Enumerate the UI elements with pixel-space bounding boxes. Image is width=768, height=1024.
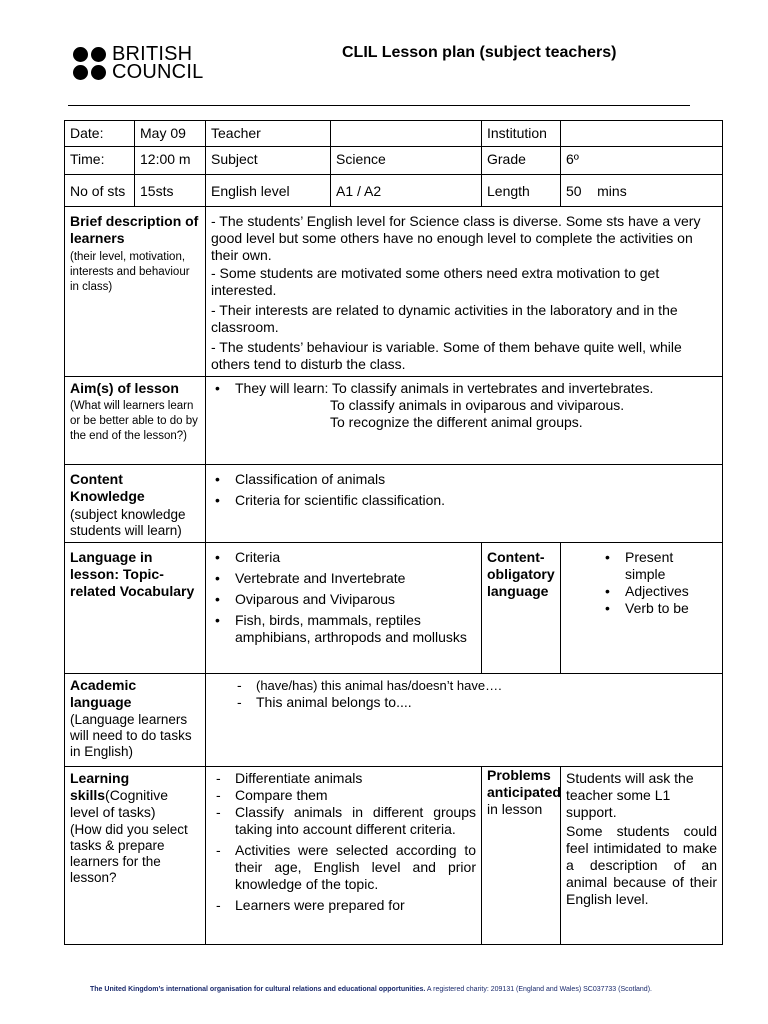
language-vocabulary: [206, 543, 482, 674]
table-row: [65, 207, 723, 377]
lesson-plan-table: [64, 120, 723, 945]
english-level-label: English level: [206, 175, 331, 207]
list-item: - Learners were prepared for: [211, 897, 476, 914]
list-item: • Classification of animals: [211, 471, 717, 488]
table-row: [65, 121, 723, 147]
institution-label: Institution: [482, 121, 561, 147]
table-row: [65, 175, 723, 207]
time-value: 12:00 m: [135, 147, 206, 175]
teacher-value: [331, 121, 482, 147]
english-level-value: A1 / A2: [331, 175, 482, 207]
list-item: • Criteria: [211, 549, 476, 566]
problems-text: Some students could feel intimidated to make a description of an animal because of their English level.: [566, 823, 717, 907]
institution-value: [561, 121, 723, 147]
problems-label: Problems anticipated: [487, 767, 561, 800]
sts-value: 15sts: [135, 175, 206, 207]
aims-sublabel: (What will learners learn or be better able to do by the end of the lesson?): [70, 400, 198, 442]
british-council-logo: [73, 43, 203, 83]
document-title: CLIL Lesson plan (subject teachers): [342, 44, 617, 61]
obligatory-items: [561, 543, 723, 674]
problems-label-rest: in lesson: [487, 801, 543, 817]
skills-label-cell: [65, 767, 206, 945]
academic-sublabel: (Language learners will need to do tasks in English): [70, 712, 192, 759]
table-row: [65, 543, 723, 674]
list-item: • Criteria for scientific classification.: [211, 492, 717, 509]
skills-items: [206, 767, 482, 945]
learners-line: - Some students are motivated some others need extra motivation to get interested.: [211, 265, 660, 298]
subject-value: Science: [331, 147, 482, 175]
learners-sublabel: (their level, motivation, interests and behaviour in class): [70, 251, 190, 293]
skills-label-rest: (Cognitive level of tasks): [70, 787, 169, 820]
list-item: • Present simple: [601, 549, 717, 583]
list-item: - Differentiate animals: [211, 770, 476, 787]
skills-sublabel: (How did you select tasks & prepare learners for the lesson?: [70, 822, 188, 885]
content-label-cell: [65, 465, 206, 543]
learners-label: Brief description of learners: [70, 213, 199, 246]
list-item: • Fish, birds, mammals, reptiles amphibians, arthropods and mollusks: [211, 612, 476, 646]
subject-label: Subject: [206, 147, 331, 175]
header-divider: [68, 105, 690, 106]
teacher-label: Teacher: [206, 121, 331, 147]
sts-label: No of sts: [65, 175, 135, 207]
academic-label: Academic language: [70, 677, 137, 710]
table-row: [65, 377, 723, 465]
content-items: [206, 465, 723, 543]
learners-description: [206, 207, 723, 377]
logo-wordmark: BRITISH COUNCIL: [112, 43, 204, 83]
length-value: 50 mins: [561, 175, 723, 207]
learners-label-cell: [65, 207, 206, 377]
list-item: - (have/has) this animal has/doesn’t have….: [232, 677, 717, 694]
list-item: - Classify animals in different groups taking into account different criteria.: [211, 804, 476, 838]
academic-label-cell: [65, 674, 206, 767]
time-label: Time:: [65, 147, 135, 175]
list-item: • Verb to be: [601, 600, 717, 617]
problems-content: [561, 767, 723, 945]
content-label: Content Knowledge: [70, 471, 145, 504]
problems-text: Students will ask the teacher some L1 support.: [566, 770, 694, 820]
obligatory-label: Content-obligatory language: [487, 549, 555, 599]
date-label: Date:: [65, 121, 135, 147]
list-item: • Vertebrate and Invertebrate: [211, 570, 476, 587]
table-row: [65, 147, 723, 175]
list-item: • Oviparous and Viviparous: [211, 591, 476, 608]
aims-content: [206, 377, 723, 465]
aims-label: Aim(s) of lesson: [70, 380, 179, 396]
aims-label-cell: [65, 377, 206, 465]
learners-line: - Their interests are related to dynamic activities in the laboratory and in the classroom.: [211, 302, 678, 335]
list-item: - Activities were selected according to their age, English level and prior knowledge of the topic.: [211, 842, 476, 893]
problems-label-cell: [482, 767, 561, 945]
date-value: May 09: [135, 121, 206, 147]
obligatory-label-cell: [482, 543, 561, 674]
academic-items: [206, 674, 723, 767]
grade-label: Grade: [482, 147, 561, 175]
aim-item: • They will learn: To classify animals in vertebrates and invertebrates. To classify animals in oviparous and viviparous. To recognize the different animal groups.: [211, 380, 717, 431]
list-item: - Compare them: [211, 787, 476, 804]
logo-dots-icon: [73, 47, 106, 80]
learners-line: - The students’ English level for Science class is diverse. Some sts have a very good level but some others have no enough level to complete the activities on their own.: [211, 213, 701, 263]
language-label-cell: [65, 543, 206, 674]
table-row: [65, 465, 723, 543]
table-row: [65, 674, 723, 767]
list-item: - This animal belongs to....: [232, 694, 717, 711]
length-label: Length: [482, 175, 561, 207]
grade-value: 6º: [561, 147, 723, 175]
language-label: Language in lesson: Topic-related Vocabulary: [70, 549, 195, 599]
list-item: • Adjectives: [601, 583, 717, 600]
content-sublabel: (subject knowledge students will learn): [70, 507, 186, 538]
table-row: [65, 767, 723, 945]
skills-label: Learning skills: [70, 770, 130, 803]
footer-note: The United Kingdom’s international organisation for cultural relations and educational opportunities. A registered charity: 209131 (England and Wales) SC037733 (Scotland).: [90, 986, 652, 993]
learners-line: - The students’ behaviour is variable. Some of them behave quite well, while others tend to disturb the class.: [211, 339, 682, 372]
